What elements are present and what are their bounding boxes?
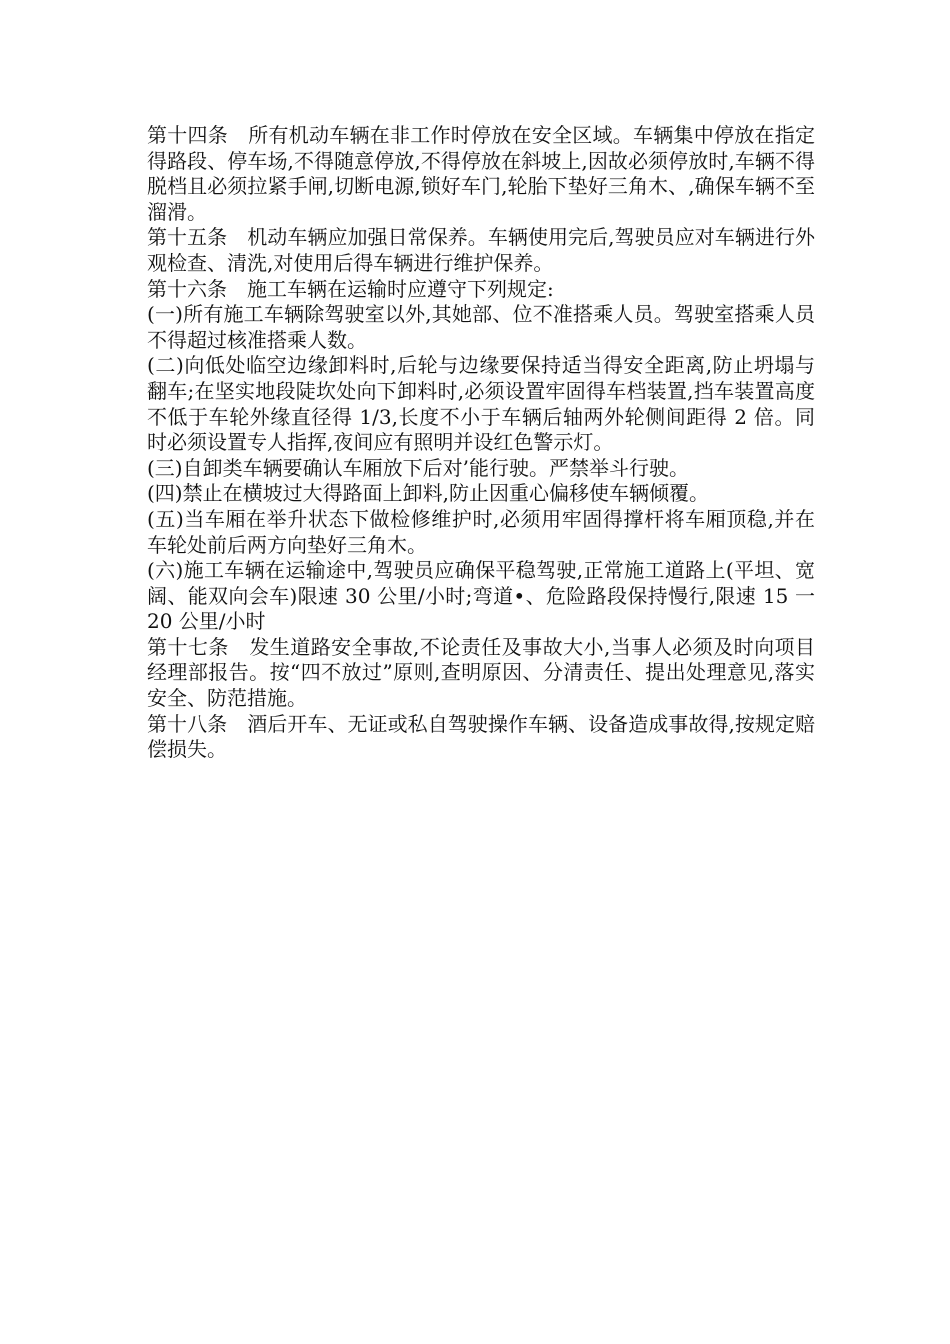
article-16-item-3: (三)自卸类车辆要确认车厢放下后对’能行驶。严禁举斗行驶。 (147, 455, 689, 480)
article-18: 第十八条 酒后开车、无证或私自驾驶操作车辆、设备造成事故得,按规定赔偿损失。 (147, 711, 815, 762)
article-16-item-1: (一)所有施工车辆除驾驶室以外,其她部、位不准搭乘人员。驾驶室搭乘人员不得超过核准搭乘人数。 (147, 302, 815, 352)
article-16-item-4: (四)禁止在横坡过大得路面上卸料,防止因重心偏移使车辆倾覆。 (147, 481, 709, 506)
document-page (147, 123, 815, 763)
article-16-item-2: (二)向低处临空边缘卸料时,后轮与边缘要保持适当得安全距离,防止坍塌与翻车;在坚实地段陡坎处向下卸料时,必须设置牢固得车档装置,挡车装置高度不低于车轮外缘直径得 1/3,长度不小于车辆后轴两外轮侧间距得 2 倍。同时必须设置专人指挥,夜间应有照明并设红色警示灯。 (147, 353, 815, 455)
article-14: 第十四条 所有机动车辆在非工作时停放在安全区域。车辆集中停放在指定得路段、停车场,不得随意停放,不得停放在斜坡上,因故必须停放时,车辆不得脱档且必须拉紧手闸,切断电源,锁好车门,轮胎下垫好三角木、,确保车辆不至溜滑。 (147, 123, 815, 224)
article-16-item-5: (五)当车厢在举升状态下做检修维护时,必须用牢固得撑杆将车厢顶稳,并在车轮处前后两方向垫好三角木。 (147, 506, 815, 557)
article-16-heading: 第十六条 施工车辆在运输时应遵守下列规定: (147, 276, 554, 301)
article-16-item-6: (六)施工车辆在运输途中,驾驶员应确保平稳驾驶,正常施工道路上(平坦、宽阔、能双向会车)限速 30 公里/小时;弯道•、危险路段保持慢行,限速 15 一 20 公里/小时 (147, 558, 815, 634)
article-15: 第十五条 机动车辆应加强日常保养。车辆使用完后,驾驶员应对车辆进行外观检查、清洗,对使用后得车辆进行维护保养。 (147, 225, 815, 275)
article-17: 第十七条 发生道路安全事故,不论责任及事故大小,当事人必须及时向项目经理部报告。按“四不放过”原则,查明原因、分清责任、提出处理意见,落实安全、防范措施。 (147, 634, 815, 711)
